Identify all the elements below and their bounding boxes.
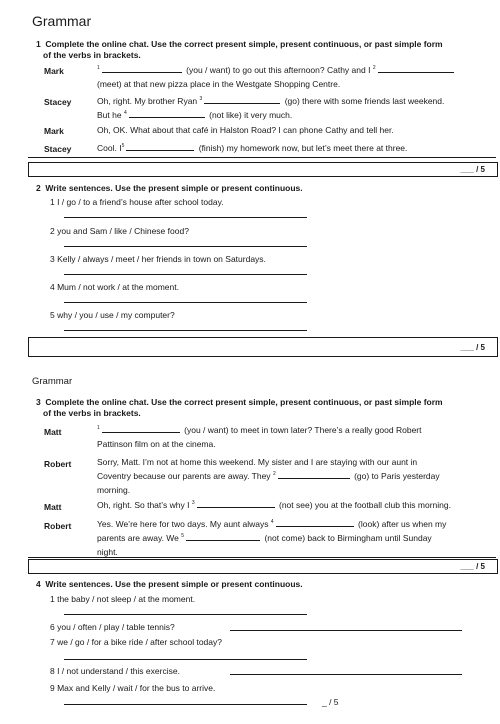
page-title: Grammar [32,376,73,387]
answer-blank-2[interactable] [278,470,350,479]
answer-blank-3[interactable] [204,95,280,104]
sentence-prompt: 2 you and Sam / like / Chinese food? [50,226,189,236]
divider [28,557,496,558]
answer-line[interactable] [64,330,307,331]
score-label: ___ / 5 [460,165,485,174]
sentence-prompt: 1 the baby / not sleep / at the moment. [50,594,196,604]
answer-blank-3[interactable] [197,499,275,508]
answer-blank-5[interactable] [126,142,194,151]
chat-line-1: $^1$ (you / want) to go out this afternoon? Cathy and I $^2$ (meet) at that new pizza place in the Westgate Shopping Centre. [97,63,487,91]
score-box [28,162,498,177]
score-label: ___ / 5 [460,343,485,352]
answer-line[interactable] [230,630,462,631]
answer-line[interactable] [64,302,307,303]
answer-line[interactable] [64,246,307,247]
sentence-prompt: 8 I / not understand / this exercise. [50,666,180,676]
answer-line[interactable] [64,614,307,615]
speaker-robert: Robert [44,521,72,531]
answer-line[interactable] [230,674,462,675]
score-label: _ / 5 [322,697,339,707]
answer-blank-4[interactable] [276,518,354,527]
sentence-prompt: 1 I / go / to a friend’s house after school today. [50,197,224,207]
exercise-4-instruction: 4 Write sentences. Use the present simple or present continuous. [36,579,303,589]
chat-line-2: Sorry, Matt. I’m not at home this weekend. My sister and I are staying with our aunt in Coventry because our parents are away. They $^2$ (go) to Paris yesterday morning. [97,457,440,495]
score-box [28,337,498,357]
sentence-prompt: 9 Max and Kelly / wait / for the bus to arrive. [50,683,216,693]
answer-blank-1[interactable] [102,424,180,433]
speaker-stacey: Stacey [44,97,72,107]
sentence-prompt: 6 you / often / play / table tennis? [50,622,175,632]
answer-blank-5[interactable] [186,532,260,541]
page-title: Grammar [32,13,92,29]
score-label: ___ / 5 [460,562,485,571]
speaker-matt: Matt [44,502,62,512]
sentence-prompt: 5 why / you / use / my computer? [50,310,175,320]
score-box [28,559,498,574]
divider [28,157,496,158]
answer-line[interactable] [64,217,307,218]
sentence-prompt: 7 we / go / for a bike ride / after school today? [50,637,222,647]
answer-line[interactable] [64,274,307,275]
chat-line-2: Oh, right. My brother Ryan $^3$ (go) there with some friends last weekend. But he $^4$ (not like) it very much. [97,96,445,120]
chat-line-1: $^1$ (you / want) to meet in town later? There’s a really good Robert Pattinson film on at the cinema. [97,425,422,449]
exercise-1-instruction: 1 Complete the online chat. Use the correct present simple, present continuous, or past simple form of the verbs in brackets. [36,39,443,60]
chat-line-4: Cool. $I^5$ (finish) my homework now, but let’s meet there at three. [97,143,408,153]
speaker-stacey: Stacey [44,144,72,154]
answer-blank-2[interactable] [378,64,454,73]
exercise-3-instruction: 3 Complete the online chat. Use the correct present simple, present continuous, or past simple form of the verbs in brackets. [36,397,443,418]
speaker-mark: Mark [44,66,64,76]
answer-line[interactable] [64,704,307,705]
sentence-prompt: 4 Mum / not work / at the moment. [50,282,179,292]
exercise-2-instruction: 2 Write sentences. Use the present simple or present continuous. [36,183,303,193]
chat-line-3: Oh, right. So that’s why I $^3$ (not see) you at the football club this morning. [97,500,451,510]
chat-line-3: Oh, OK. What about that café in Halston Road? I can phone Cathy and tell her. [97,125,394,135]
answer-line[interactable] [64,659,307,660]
speaker-robert: Robert [44,459,72,469]
sentence-prompt: 3 Kelly / always / meet / her friends in town on Saturdays. [50,254,266,264]
speaker-matt: Matt [44,427,62,437]
answer-blank-1[interactable] [102,64,182,73]
answer-blank-4[interactable] [129,109,205,118]
chat-line-4: Yes. We’re here for two days. My aunt always $^4$ (look) after us when my parents are away. We $^5$ (not come) back to Birmingham until Sunday night. [97,519,447,557]
speaker-mark: Mark [44,126,64,136]
